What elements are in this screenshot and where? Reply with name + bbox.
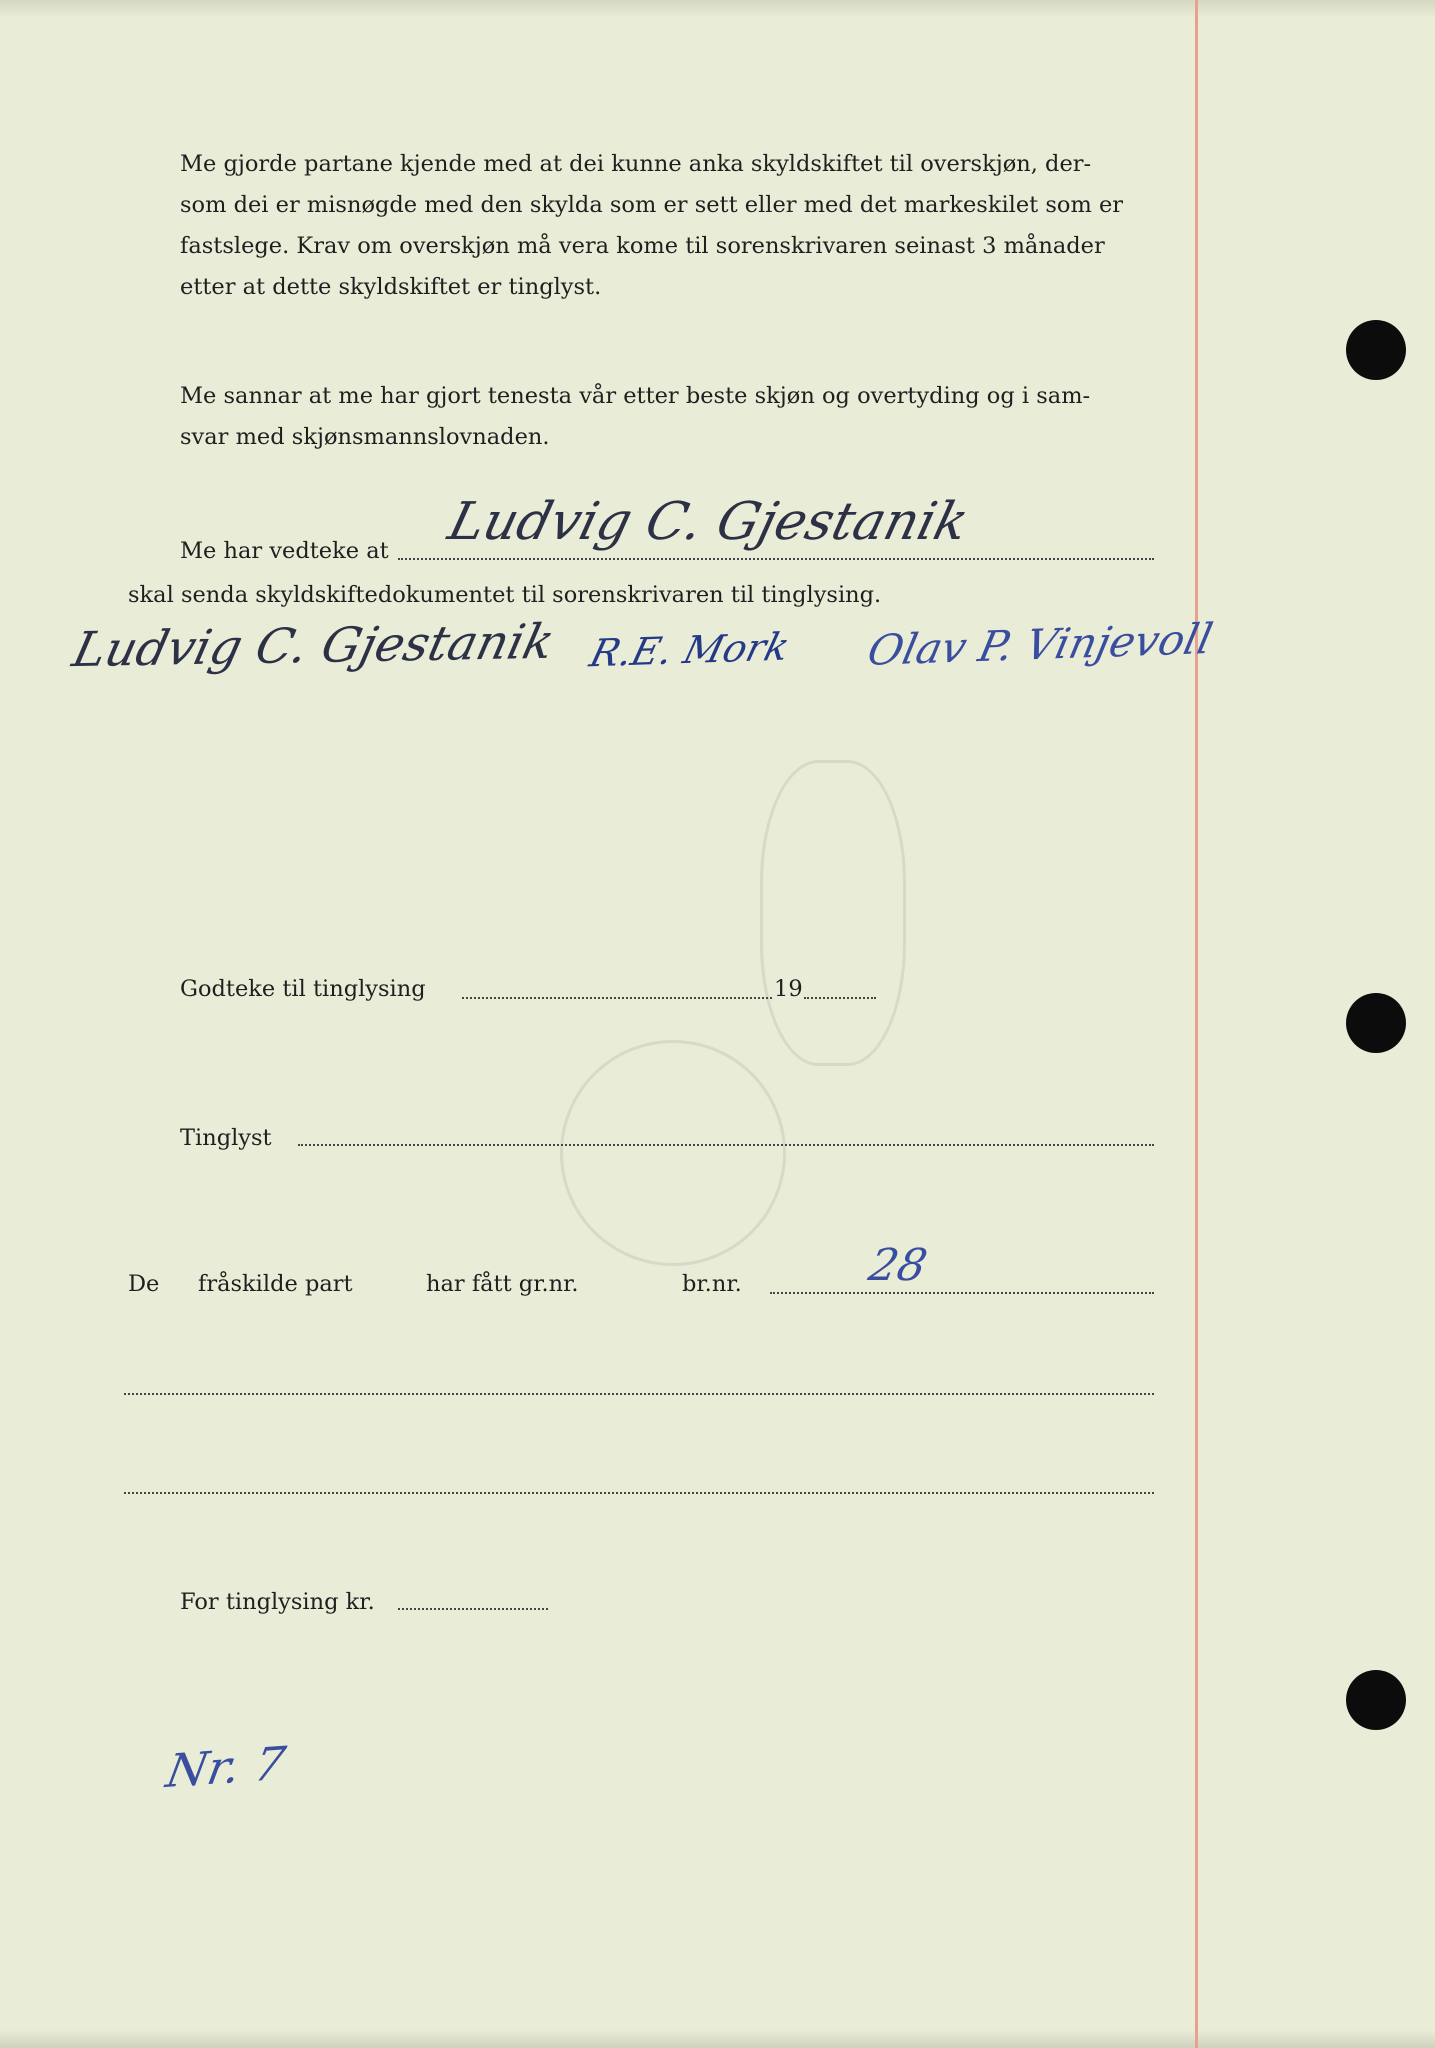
godteke-label: Godteke til tinglysing [180,976,426,1002]
paragraph-line [180,226,1154,267]
signature-2: R.E. Mork [585,624,795,676]
paragraph-line [180,144,1154,185]
bleed-through-stamp [760,760,906,1066]
vedteke-dotted-line [398,558,1154,560]
paragraph-oath [180,376,1154,458]
paragraph-line [180,267,1154,308]
line-text: etter at dette skyldskiftet er tinglyst. [180,274,602,300]
handwritten-note: Nr. 7 [162,1736,290,1798]
line-text: fastslege. Krav om overskjøn må vera kome til sorenskrivaren seinast 3 månader [180,233,1105,259]
vedteke-continuation: skal senda skyldskiftedokumentet til sorenskrivaren til tinglysing. [128,582,882,608]
paragraph-line [180,185,1154,226]
part-fraskilde-label: fråskilde part [198,1271,353,1297]
line-text: svar med skjønsmannslovnaden. [180,424,550,450]
part-brnr-dotted-line [770,1292,1154,1294]
vedteke-label: Me har vedteke at [180,538,389,564]
punch-hole-icon [1346,320,1406,380]
part-grnr-label: har fått gr.nr. [426,1271,579,1297]
godteke-dotted-line [462,997,772,999]
fee-label: For tinglysing kr. [180,1589,375,1615]
paragraph-appeal-notice [180,144,1154,308]
godteke-year-dotted-line [804,997,876,999]
signature-1: Ludvig C. Gjestanik [67,613,560,679]
page-top-edge [0,0,1435,18]
paragraph-line [180,417,1154,458]
paragraph-line [180,376,1154,417]
signature-3: Olav P. Vinjevoll [863,614,1217,675]
bleed-through-stamp [560,1040,786,1266]
blank-dotted-line [124,1492,1154,1494]
part-de-label: De [128,1271,160,1297]
tinglyst-dotted-line [298,1144,1154,1146]
blank-dotted-line [124,1393,1154,1395]
line-text: som dei er misnøgde med den skylda som er sett eller med det markeskilet som er [180,192,1124,218]
part-brnr-label: br.nr. [682,1271,742,1297]
godteke-year-prefix: 19 [774,976,803,1002]
tinglyst-label: Tinglyst [180,1125,272,1151]
part-brnr-value: 28 [864,1240,932,1291]
page-bottom-edge [0,2030,1435,2048]
margin-rule [1195,0,1198,2048]
line-text: Me sannar at me har gjort tenesta vår etter beste skjøn og overtyding og i sam- [180,383,1091,409]
vedteke-signature: Ludvig C. Gjestanik [442,492,975,552]
punch-hole-icon [1346,1670,1406,1730]
fee-dotted-line [398,1608,548,1610]
line-text: Me gjorde partane kjende med at dei kunne anka skyldskiftet til overskjøn, der- [180,151,1092,177]
punch-hole-icon [1346,993,1406,1053]
